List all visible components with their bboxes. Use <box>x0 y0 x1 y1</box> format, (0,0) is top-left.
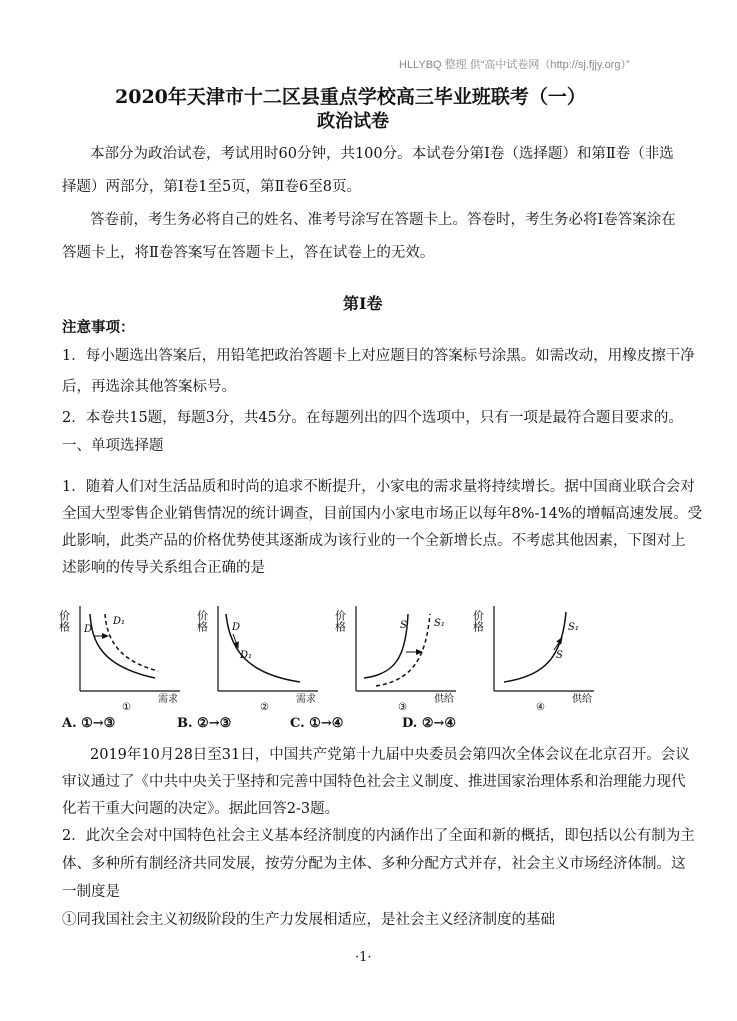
graph-xlabel: 需求 <box>296 694 316 705</box>
graph-xlabel: 供给 <box>434 694 454 705</box>
supply-curve <box>504 612 566 682</box>
note-line: 2．本卷共15题，每题3分，共45分。在每题列出的四个选项中，只有一项是最符合题目要求的。 <box>62 410 683 426</box>
page-subtitle: 政治试卷 <box>317 111 389 132</box>
graph-number: ④ <box>536 702 545 713</box>
curve-label-s: S <box>556 650 563 661</box>
intro-line: 答卷前，考生务必将自己的姓名、准考号涂写在答题卡上。答卷时，考生务必将Ⅰ卷答案涂在 <box>90 212 676 228</box>
graph-1 <box>58 606 181 713</box>
section-title: 第Ⅰ卷 <box>343 294 383 313</box>
graph-number: ③ <box>398 702 407 713</box>
question-line: 述影响的传导关系组合正确的是 <box>62 560 265 576</box>
graph-ylabel: 价格 <box>471 610 485 632</box>
question-line: 此影响，此类产品的价格优势使其逐渐成为该行业的一个全新增长点。不考虑其他因素，下图对上 <box>62 533 686 549</box>
curve-label-s: S <box>400 620 407 631</box>
question-line: 体、多种所有制经济共同发展，按劳分配为主体、多种分配方式并存，社会主义市场经济体制。这 <box>62 856 686 872</box>
graph-4 <box>472 606 595 713</box>
note-line: 1．每小题选出答案后，用铅笔把政治答题卡上对应题目的答案标号涂黑。如需改动，用橡皮擦干净 <box>62 348 695 364</box>
notes-heading: 注意事项： <box>62 319 135 336</box>
graph-xlabel: 供给 <box>572 694 592 705</box>
note-line: 后，再选涂其他答案标号。 <box>62 379 236 395</box>
graph-3 <box>334 606 457 713</box>
page-title: 2020年天津市十二区县重点学校高三毕业班联考（一） <box>115 86 586 108</box>
passage-line: 2019年10月28日至31日，中国共产党第十九届中央委员会第四次全体会议在北京召开。会议 <box>90 747 690 763</box>
question-line: ①同我国社会主义初级阶段的生产力发展相适应，是社会主义经济制度的基础 <box>62 912 555 928</box>
option-d[interactable]: D. ②→④ <box>402 716 457 731</box>
graph-2 <box>196 606 319 713</box>
curve-label-s1: S₁ <box>568 622 579 633</box>
intro-line: 择题）两部分，第Ⅰ卷1至5页，第Ⅱ卷6至8页。 <box>62 179 361 195</box>
graph-number: ② <box>260 702 269 713</box>
intro-line: 本部分为政治试卷，考试用时60分钟，共100分。本试卷分第Ⅰ卷（选择题）和第Ⅱ卷（非选 <box>90 146 674 162</box>
question-line: 全国大型零售企业销售情况的统计调查，目前国内小家电市场正以每年8%-14%的增幅高速发展。受 <box>62 506 703 522</box>
page-number: ·1· <box>355 950 372 965</box>
part-heading: 一、单项选择题 <box>62 438 164 454</box>
graph-xlabel: 需求 <box>158 694 178 705</box>
graph-ylabel: 价格 <box>333 610 347 632</box>
graph-ylabel: 价格 <box>195 610 209 632</box>
curve-label-d1: D₁ <box>240 650 253 661</box>
passage-line: 审议通过了《中共中央关于坚持和完善中国特色社会主义制度、推进国家治理体系和治理能力现代 <box>62 774 686 790</box>
intro-line: 答题卡上，将Ⅱ卷答案写在答题卡上，答在试卷上的无效。 <box>62 245 435 261</box>
question-line: 一制度是 <box>62 884 120 900</box>
option-c[interactable]: C. ①→④ <box>290 716 344 731</box>
graph-number: ① <box>122 702 131 713</box>
graphs-figure <box>57 596 620 714</box>
option-a[interactable]: A. ①→③ <box>62 716 116 731</box>
option-b[interactable]: B. ②→③ <box>177 716 232 731</box>
curve-label-d: D <box>84 624 93 635</box>
curve-label-d1: D₁ <box>113 616 126 627</box>
question-line: 2．此次全会对中国特色社会主义基本经济制度的内涵作出了全面和新的概括，即包括以公有制为主 <box>62 828 695 844</box>
question-line: 1．随着人们对生活品质和时尚的追求不断提升，小家电的需求量将持续增长。据中国商业联合会对 <box>62 479 695 495</box>
curve-label-d: D <box>232 622 241 633</box>
watermark: HLLYBQ 整理 供“高中试卷网（http://sj.fjjy.org）” <box>399 59 630 71</box>
passage-line: 化若干重大问题的决定》。据此回答2-3题。 <box>62 801 340 817</box>
graph-ylabel: 价格 <box>57 610 71 632</box>
curve-label-s1: S₁ <box>434 618 445 629</box>
